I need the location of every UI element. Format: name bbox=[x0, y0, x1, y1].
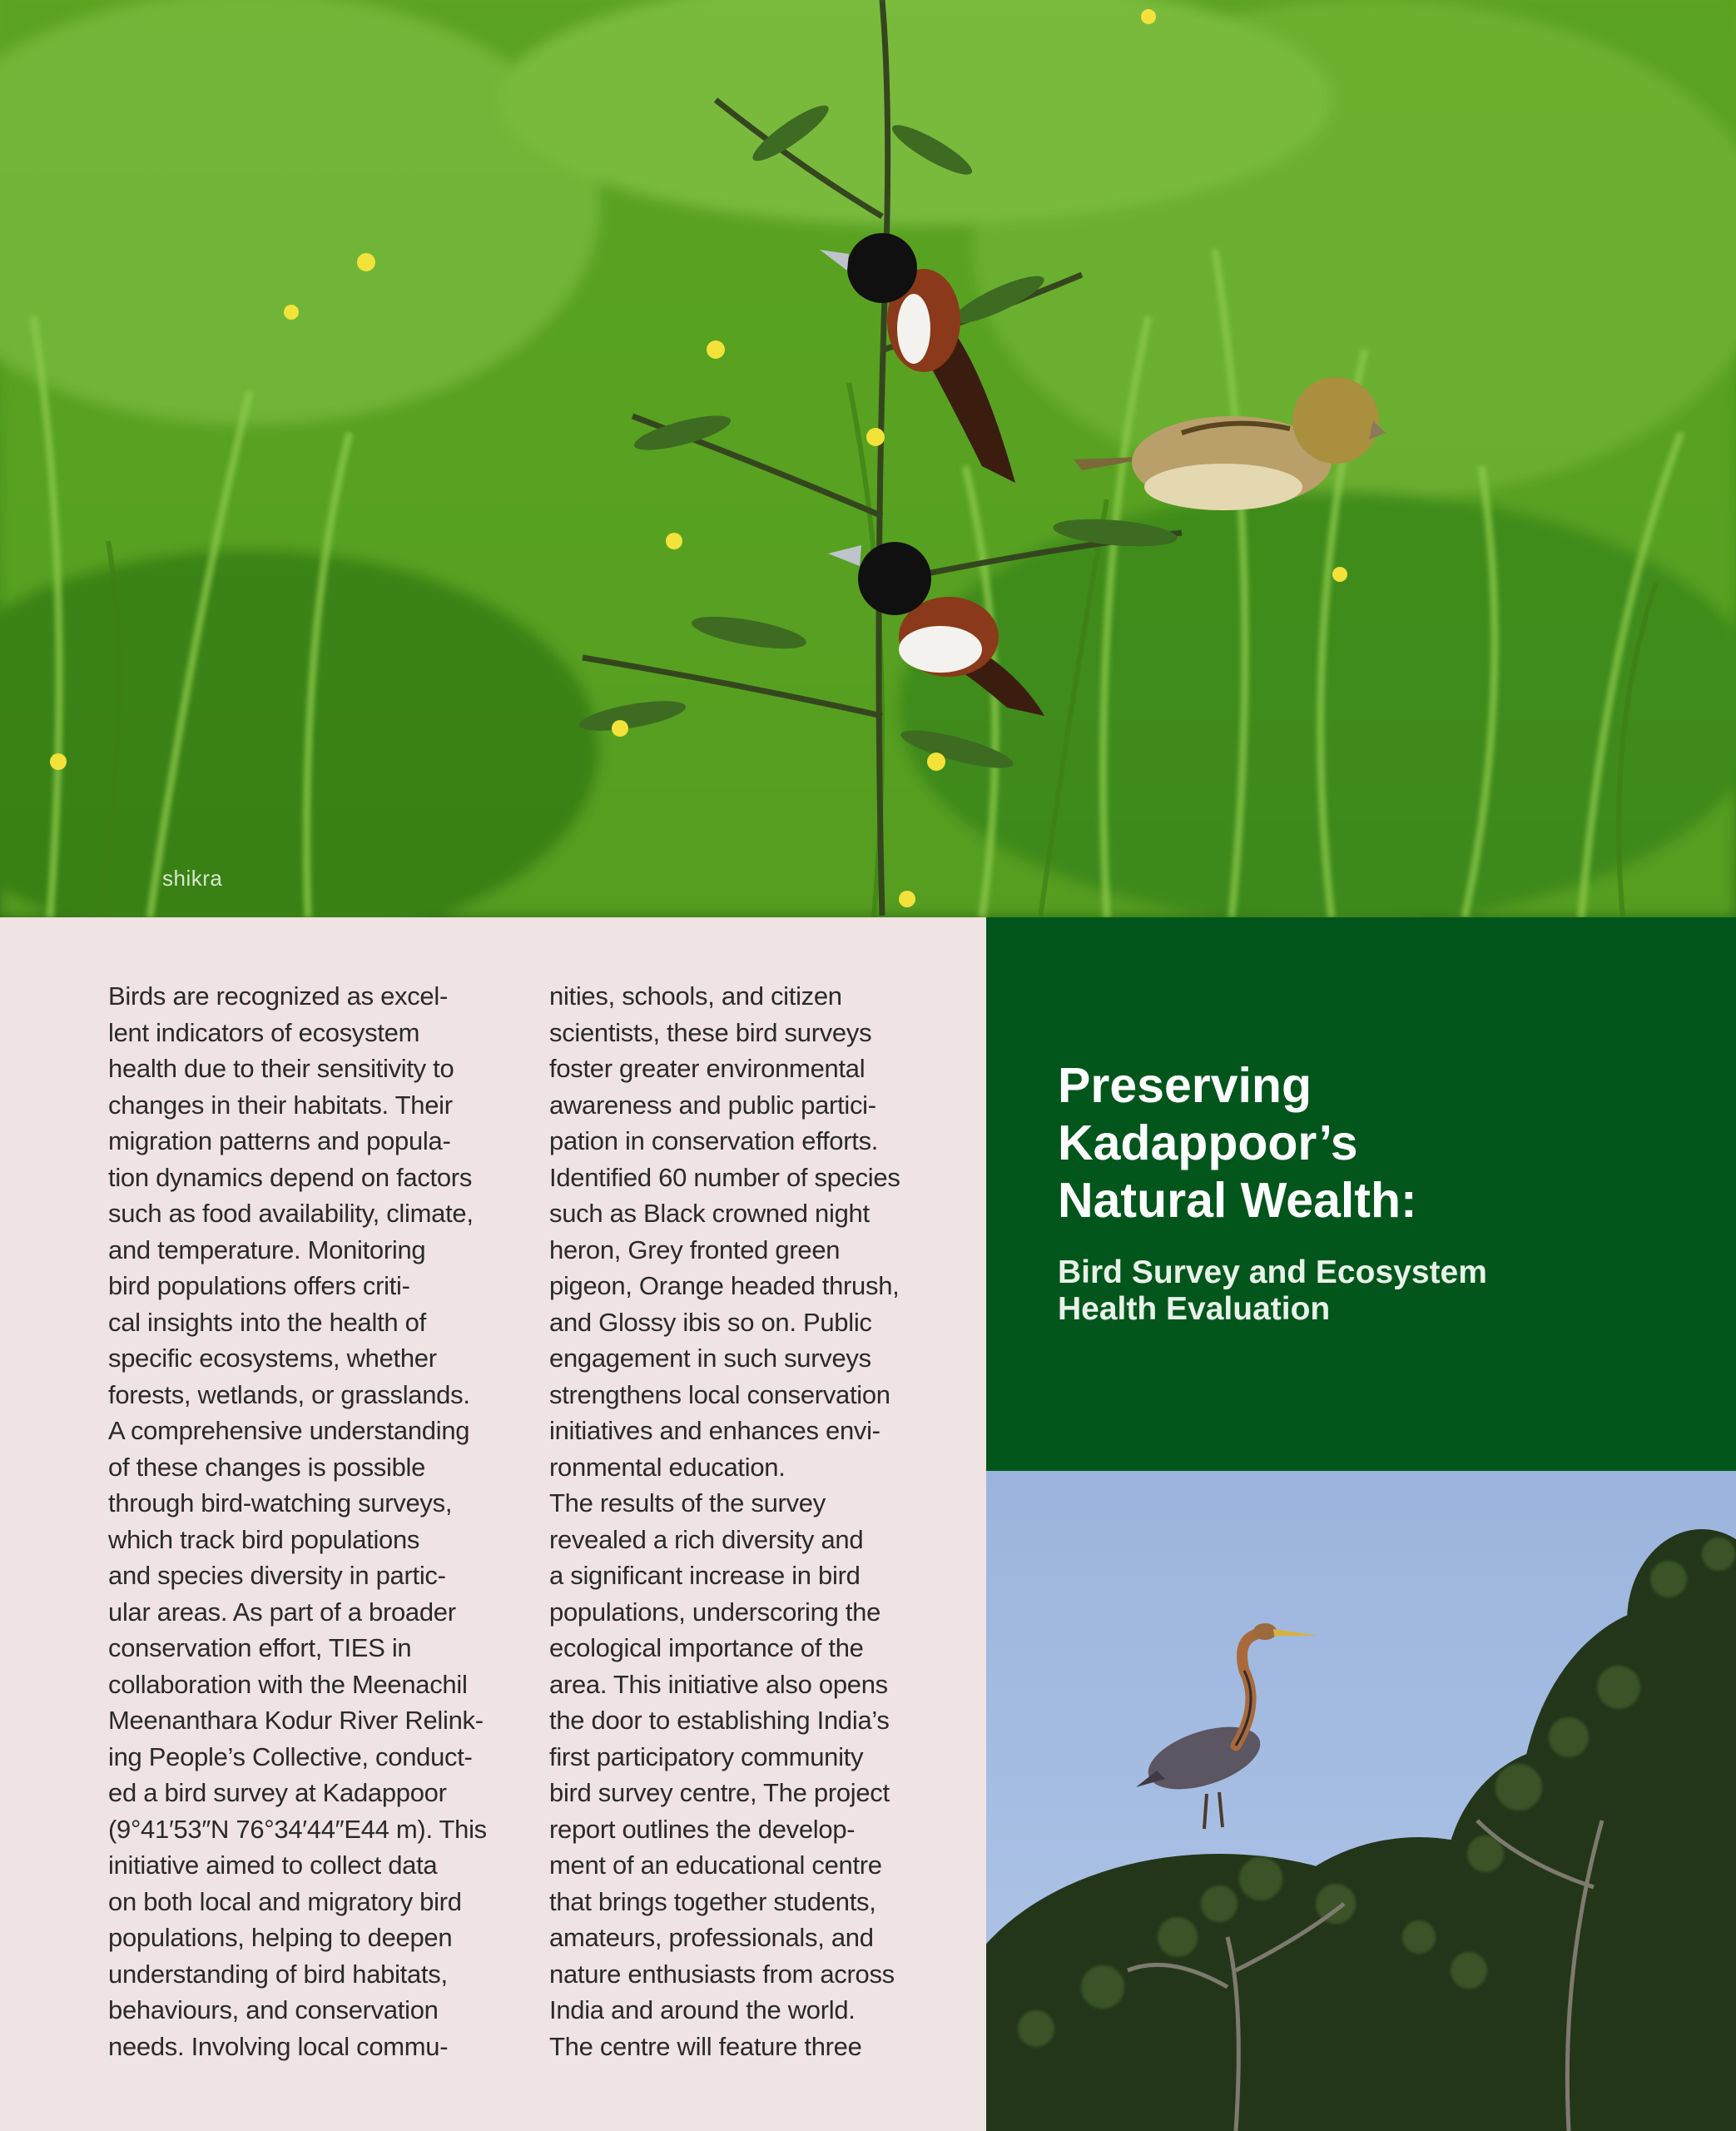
text-line: changes in their habitats. Their bbox=[108, 1090, 453, 1120]
title-panel bbox=[986, 917, 1736, 1471]
text-line: initiatives and enhances envi- bbox=[549, 1416, 880, 1445]
text-line: scientists, these bird surveys bbox=[549, 1017, 872, 1047]
text-line: strengthens local conservation bbox=[549, 1379, 890, 1409]
text-line: migration patterns and popula- bbox=[108, 1126, 451, 1155]
text-line: of these changes is possible bbox=[108, 1452, 426, 1482]
text-line: revealed a rich diversity and bbox=[549, 1524, 864, 1554]
text-line: conservation effort, TIES in bbox=[108, 1633, 412, 1662]
text-line: and species diversity in partic- bbox=[108, 1561, 446, 1590]
text-line: A comprehensive understanding bbox=[108, 1416, 470, 1445]
text-line: ed a bird survey at Kadappoor bbox=[108, 1778, 447, 1807]
text-line: initiative aimed to collect data bbox=[108, 1850, 438, 1880]
text-line: awareness and public partici- bbox=[549, 1090, 876, 1120]
purple-heron bbox=[1136, 1623, 1319, 1829]
text-line: tion dynamics depend on factors bbox=[108, 1162, 473, 1192]
munia-birds-illustration bbox=[0, 0, 1736, 917]
text-line: lent indicators of ecosystem bbox=[108, 1017, 420, 1047]
text-line: Birds are recognized as excel- bbox=[108, 981, 448, 1011]
heron-photo bbox=[986, 1471, 1736, 2131]
text-line: pigeon, Orange headed thrush, bbox=[549, 1271, 900, 1300]
text-line: area. This initiative also opens bbox=[549, 1669, 888, 1699]
text-line: the door to establishing India’s bbox=[549, 1706, 890, 1735]
title-line: Natural Wealth: bbox=[1058, 1173, 1417, 1228]
title-line: Preserving bbox=[1058, 1058, 1312, 1113]
text-line: that brings together students, bbox=[549, 1886, 876, 1916]
text-line: The results of the survey bbox=[549, 1488, 826, 1518]
text-line: bird populations offers criti- bbox=[108, 1271, 410, 1300]
heron-illustration bbox=[986, 1471, 1736, 2131]
text-line: specific ecosystems, whether bbox=[108, 1344, 437, 1373]
text-line: Meenanthara Kodur River Relink- bbox=[108, 1706, 484, 1735]
text-line: India and around the world. bbox=[549, 1995, 856, 2024]
text-line: behaviours, and conservation bbox=[108, 1995, 439, 2024]
text-line: needs. Involving local commu- bbox=[108, 2031, 449, 2061]
text-line: first participatory community bbox=[549, 1741, 864, 1771]
text-line: ing People’s Collective, conduct- bbox=[108, 1741, 473, 1771]
text-line: The centre will feature three bbox=[549, 2031, 862, 2061]
text-line: and Glossy ibis so on. Public bbox=[549, 1307, 872, 1337]
text-line: cal insights into the health of bbox=[108, 1307, 426, 1337]
text-line: collaboration with the Meenachil bbox=[108, 1669, 468, 1699]
article-column-left bbox=[108, 978, 487, 2064]
text-line: ronmental education. bbox=[549, 1452, 786, 1482]
text-line: pation in conservation efforts. bbox=[549, 1126, 879, 1155]
subtitle-line: Bird Survey and Ecosystem bbox=[1058, 1254, 1487, 1290]
text-line: which track bird populations bbox=[108, 1524, 420, 1554]
text-line: engagement in such surveys bbox=[549, 1344, 871, 1373]
text-line: a significant increase in bird bbox=[549, 1561, 861, 1590]
text-line: (9°41′53″N 76°34′44″E44 m). This bbox=[108, 1814, 487, 1844]
text-line: understanding of bird habitats, bbox=[108, 1959, 448, 1989]
text-line: nities, schools, and citizen bbox=[549, 981, 842, 1011]
text-line: nature enthusiasts from across bbox=[549, 1959, 895, 1989]
text-line: through bird-watching surveys, bbox=[108, 1488, 453, 1518]
text-line: and temperature. Monitoring bbox=[108, 1234, 426, 1264]
text-line: ular areas. As part of a broader bbox=[108, 1597, 456, 1627]
text-line: on both local and migratory bird bbox=[108, 1886, 462, 1916]
text-line: bird survey centre, The project bbox=[549, 1778, 890, 1807]
text-line: forests, wetlands, or grasslands. bbox=[108, 1379, 470, 1409]
text-line: such as Black crowned night bbox=[549, 1199, 870, 1228]
text-line: Identified 60 number of species bbox=[549, 1162, 900, 1192]
text-line: heron, Grey fronted green bbox=[549, 1234, 841, 1264]
article-column-right bbox=[549, 978, 915, 2064]
article-subtitle bbox=[1058, 1254, 1487, 1328]
title-line: Kadappoor’s bbox=[1058, 1115, 1358, 1170]
text-line: populations, helping to deepen bbox=[108, 1923, 453, 1952]
text-line: report outlines the develop- bbox=[549, 1814, 856, 1844]
article-title bbox=[1058, 1057, 1417, 1229]
text-line: ecological importance of the bbox=[549, 1633, 864, 1662]
text-line: such as food availability, climate, bbox=[108, 1199, 474, 1228]
subtitle-line: Health Evaluation bbox=[1058, 1291, 1331, 1327]
photo-credit: shikra bbox=[162, 866, 223, 891]
hero-photo bbox=[0, 0, 1736, 917]
text-line: ment of an educational centre bbox=[549, 1850, 882, 1880]
text-line: health due to their sensitivity to bbox=[108, 1054, 454, 1083]
text-line: foster greater environmental bbox=[549, 1054, 866, 1083]
text-line: amateurs, professionals, and bbox=[549, 1923, 874, 1952]
text-line: populations, underscoring the bbox=[549, 1597, 881, 1627]
